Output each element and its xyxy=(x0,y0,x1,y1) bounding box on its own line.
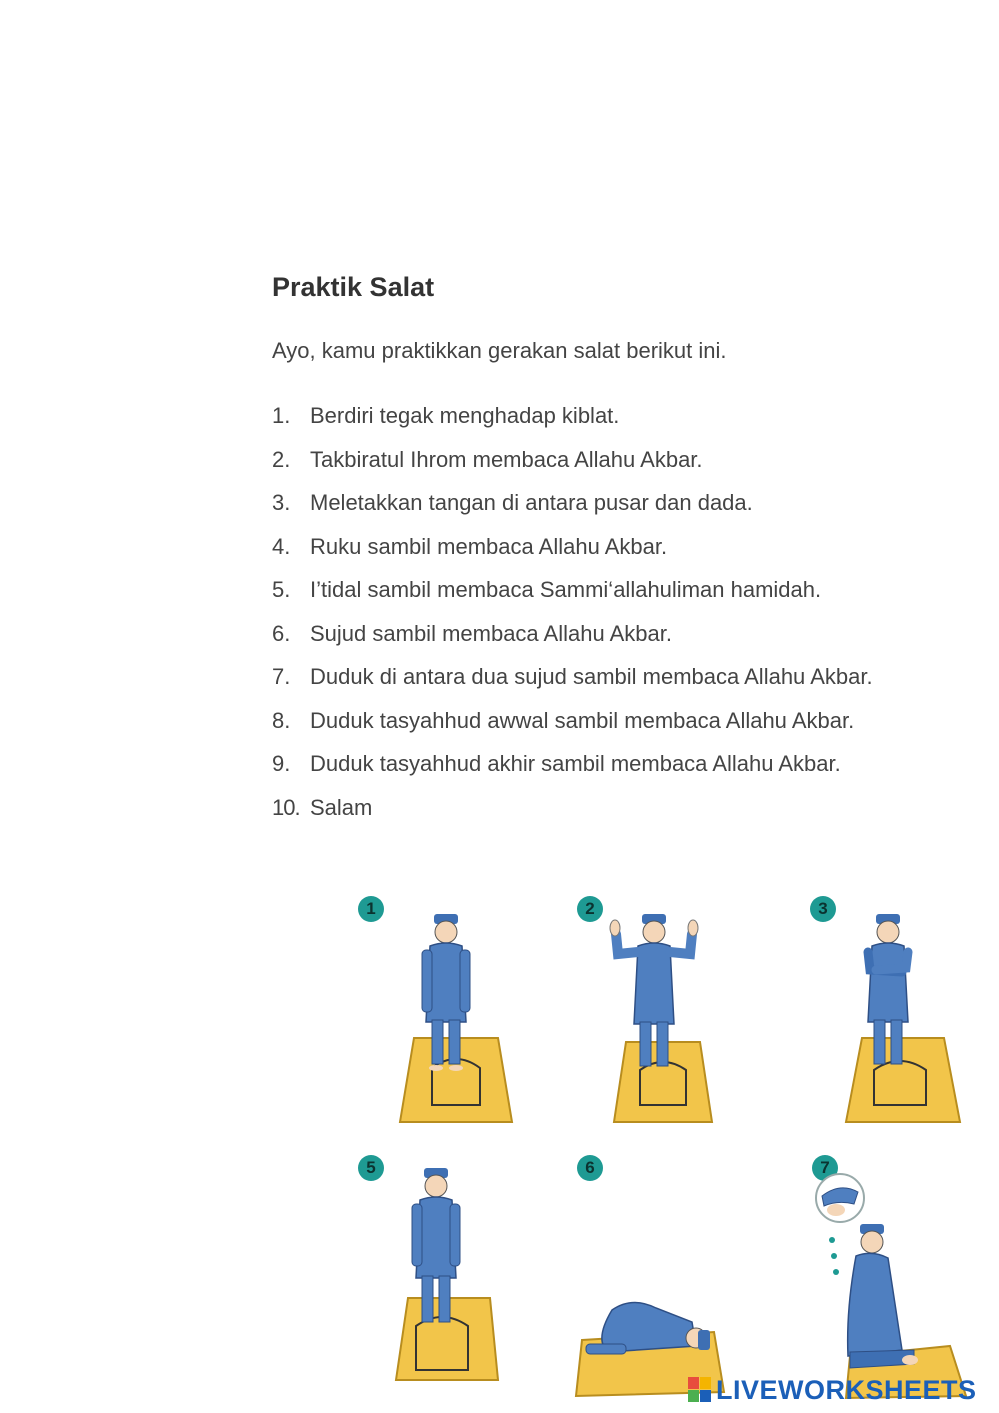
intro-text: Ayo, kamu praktikkan gerakan salat berikut ini. xyxy=(272,338,727,363)
step-number: 10. xyxy=(272,794,300,820)
prayer-figure-standing xyxy=(372,900,532,1140)
step-text: Duduk tasyahhud awwal sambil membaca Allahu Akbar. xyxy=(310,707,855,733)
step-text: Berdiri tegak menghadap kiblat. xyxy=(310,403,620,428)
prayer-figure-duduk xyxy=(810,1160,970,1400)
page-title: Praktik Salat xyxy=(272,272,435,302)
step-text: Sujud sambil membaca Allahu Akbar. xyxy=(310,620,672,646)
step-text: Takbiratul Ihrom membaca Allahu Akbar. xyxy=(310,446,703,472)
brand-text: LIVEWORKSHEETS xyxy=(716,1374,977,1405)
prayer-figure-takbir xyxy=(578,900,738,1140)
step-number: 5. xyxy=(272,577,291,602)
step-number: 7. xyxy=(272,664,291,689)
list-item xyxy=(272,705,873,749)
list-item xyxy=(272,531,873,575)
step-text: I’tidal sambil membaca Sammi‘allahuliman hamidah. xyxy=(310,577,822,602)
step-number: 2. xyxy=(272,446,291,472)
list-item xyxy=(272,444,873,488)
list-item xyxy=(272,618,873,662)
list-item xyxy=(272,400,873,444)
step-badge: 3 xyxy=(810,896,836,922)
list-item xyxy=(272,792,873,836)
step-text: Salam xyxy=(310,794,373,820)
step-text: Ruku sambil membaca Allahu Akbar. xyxy=(310,533,668,559)
step-badge: 6 xyxy=(577,1155,603,1181)
prayer-figure-sedekap xyxy=(810,900,970,1140)
step-number: 6. xyxy=(272,620,291,646)
steps-list xyxy=(272,400,873,835)
step-text: Duduk tasyahhud akhir sambil membaca Allahu Akbar. xyxy=(310,751,841,776)
list-item xyxy=(272,487,873,531)
step-number: 9. xyxy=(272,751,291,776)
step-badge: 7 xyxy=(812,1155,838,1181)
list-item xyxy=(272,748,873,792)
step-number: 4. xyxy=(272,533,291,559)
step-badge: 5 xyxy=(358,1155,384,1181)
step-text: Meletakkan tangan di antara pusar dan dada. xyxy=(310,490,753,515)
step-badge: 1 xyxy=(358,896,384,922)
step-badge: 2 xyxy=(577,896,603,922)
prayer-figure-itidal xyxy=(372,1160,532,1400)
list-item xyxy=(272,574,873,618)
step-number: 1. xyxy=(272,403,291,428)
step-number: 8. xyxy=(272,707,291,733)
list-item xyxy=(272,661,873,705)
brand-watermark xyxy=(688,1372,977,1408)
step-text: Duduk di antara dua sujud sambil membaca Allahu Akbar. xyxy=(310,664,873,689)
step-number: 3. xyxy=(272,490,291,515)
prayer-figure-sujud xyxy=(572,1160,732,1400)
liveworksheets-logo-icon xyxy=(688,1377,712,1403)
